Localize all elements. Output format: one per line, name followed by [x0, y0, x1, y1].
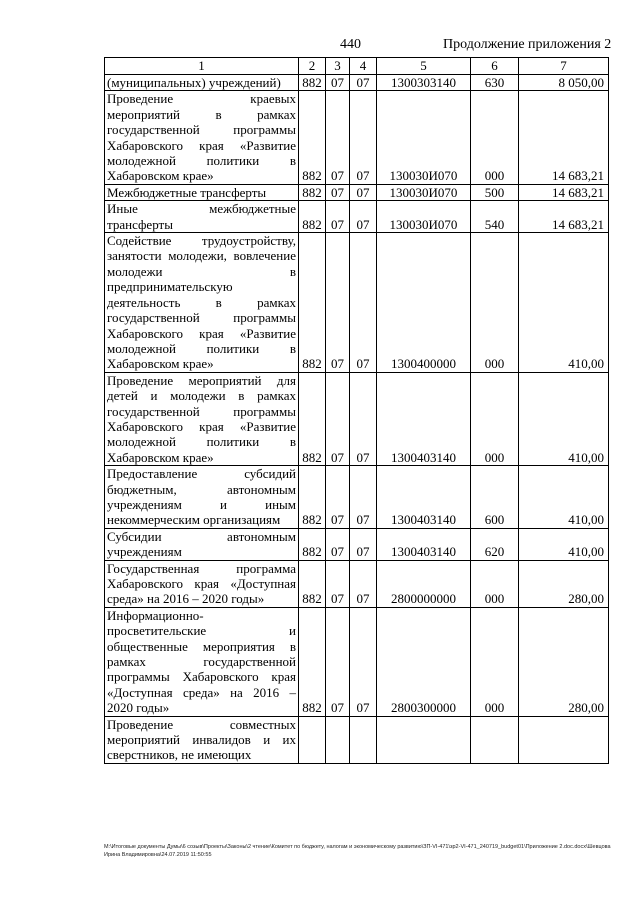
row-value-cell: 882 — [299, 184, 326, 200]
table-row — [105, 466, 609, 529]
row-value-cell: 882 — [299, 75, 326, 91]
row-name-cell: Проведение мероприятий для детей и молодежи в рамках государственной программы Хабаровского края «Развитие молодежной политики в Хабаровском крае» — [105, 372, 299, 465]
row-value-cell: 14 683,21 — [519, 201, 609, 233]
row-value-cell: 1300400000 — [377, 233, 471, 373]
row-value-cell: 882 — [299, 607, 326, 716]
row-value-cell: 130030И070 — [377, 184, 471, 200]
row-value-cell: 882 — [299, 560, 326, 607]
row-value-cell — [519, 716, 609, 763]
row-value-cell: 410,00 — [519, 372, 609, 465]
page-number: 440 — [340, 37, 361, 52]
row-value-cell: 130030И070 — [377, 91, 471, 184]
row-value-cell — [350, 716, 377, 763]
column-header: 2 — [299, 58, 326, 75]
row-value-cell: 07 — [326, 91, 350, 184]
row-name-cell: Субсидии автономным учреждениям — [105, 528, 299, 560]
row-value-cell: 07 — [350, 607, 377, 716]
column-header: 7 — [519, 58, 609, 75]
row-value-cell: 500 — [471, 184, 519, 200]
row-value-cell: 07 — [350, 372, 377, 465]
table-row — [105, 201, 609, 233]
row-value-cell: 07 — [350, 233, 377, 373]
row-value-cell: 07 — [350, 184, 377, 200]
row-value-cell: 882 — [299, 528, 326, 560]
row-value-cell: 07 — [350, 528, 377, 560]
row-value-cell: 000 — [471, 372, 519, 465]
table-row — [105, 233, 609, 373]
row-value-cell: 882 — [299, 201, 326, 233]
row-name-cell: Иные межбюджетные трансферты — [105, 201, 299, 233]
row-value-cell: 07 — [350, 75, 377, 91]
row-name-cell: Информационно-просветительские и общественные мероприятия в рамках государственной программы Хабаровского края «Доступная среда» на 2016 – 2020 годы» — [105, 607, 299, 716]
table-header-row — [105, 58, 609, 75]
table-row — [105, 560, 609, 607]
row-value-cell: 07 — [350, 466, 377, 529]
row-value-cell: 07 — [326, 560, 350, 607]
budget-table — [104, 57, 609, 764]
row-value-cell: 07 — [326, 372, 350, 465]
row-value-cell: 1300403140 — [377, 372, 471, 465]
row-value-cell: 410,00 — [519, 466, 609, 529]
row-value-cell: 1300303140 — [377, 75, 471, 91]
row-value-cell: 000 — [471, 233, 519, 373]
column-header: 5 — [377, 58, 471, 75]
row-value-cell: 000 — [471, 560, 519, 607]
row-value-cell: 07 — [326, 201, 350, 233]
row-value-cell: 07 — [350, 91, 377, 184]
row-value-cell: 000 — [471, 607, 519, 716]
row-value-cell — [299, 716, 326, 763]
table-row — [105, 372, 609, 465]
row-value-cell — [377, 716, 471, 763]
row-value-cell: 1300403140 — [377, 466, 471, 529]
document-path-footer: M:\Итоговые документы Думы\6 созыв\Проекты\Законы\2 чтение\Комитет по бюджету, налогам и экономическому развитию\ЗП-VI-471\зр2-VI-471_240719_budget01\Приложение 2.doc.docx\Шевцова Ирина Владимировна\24.07.2019 11:50:55 — [104, 844, 611, 858]
row-value-cell: 14 683,21 — [519, 184, 609, 200]
table-row — [105, 75, 609, 91]
row-value-cell: 07 — [326, 184, 350, 200]
row-name-cell: (муниципальных) учреждений) — [105, 75, 299, 91]
row-value-cell: 882 — [299, 233, 326, 373]
row-value-cell: 07 — [326, 466, 350, 529]
row-value-cell: 630 — [471, 75, 519, 91]
row-value-cell — [326, 716, 350, 763]
row-value-cell: 14 683,21 — [519, 91, 609, 184]
column-header: 1 — [105, 58, 299, 75]
row-value-cell: 07 — [326, 75, 350, 91]
row-value-cell: 1300403140 — [377, 528, 471, 560]
table-row — [105, 91, 609, 184]
row-value-cell: 000 — [471, 91, 519, 184]
row-value-cell: 2800000000 — [377, 560, 471, 607]
row-value-cell: 130030И070 — [377, 201, 471, 233]
row-name-cell: Предоставление субсидий бюджетным, автономным учреждениям и иным некоммерческим организациям — [105, 466, 299, 529]
table-row — [105, 528, 609, 560]
row-value-cell: 882 — [299, 91, 326, 184]
row-name-cell: Государственная программа Хабаровского края «Доступная среда» на 2016 – 2020 годы» — [105, 560, 299, 607]
row-name-cell: Межбюджетные трансферты — [105, 184, 299, 200]
row-value-cell: 07 — [326, 607, 350, 716]
row-name-cell: Содействие трудоустройству, занятости молодежи, вовлечение молодежи в предпринимательскую деятельность в рамках государственной программы Хабаровского края «Развитие молодежной политики в Хабаровском крае» — [105, 233, 299, 373]
column-header: 3 — [326, 58, 350, 75]
table-row — [105, 716, 609, 763]
row-value-cell: 882 — [299, 372, 326, 465]
continuation-label: Продолжение приложения 2 — [443, 37, 612, 52]
row-value-cell: 280,00 — [519, 560, 609, 607]
row-value-cell: 540 — [471, 201, 519, 233]
column-header: 4 — [350, 58, 377, 75]
column-header: 6 — [471, 58, 519, 75]
row-value-cell: 410,00 — [519, 528, 609, 560]
row-value-cell: 07 — [350, 201, 377, 233]
row-value-cell: 2800300000 — [377, 607, 471, 716]
row-value-cell: 07 — [350, 560, 377, 607]
row-value-cell: 600 — [471, 466, 519, 529]
row-value-cell: 07 — [326, 528, 350, 560]
row-value-cell: 07 — [326, 233, 350, 373]
row-value-cell: 280,00 — [519, 607, 609, 716]
table-row — [105, 184, 609, 200]
row-value-cell: 882 — [299, 466, 326, 529]
row-value-cell — [471, 716, 519, 763]
row-name-cell: Проведение совместных мероприятий инвалидов и их сверстников, не имеющих — [105, 716, 299, 763]
table-row — [105, 607, 609, 716]
row-value-cell: 620 — [471, 528, 519, 560]
row-value-cell: 410,00 — [519, 233, 609, 373]
row-name-cell: Проведение краевых мероприятий в рамках государственной программы Хабаровского края «Развитие молодежной политики в Хабаровском крае» — [105, 91, 299, 184]
row-value-cell: 8 050,00 — [519, 75, 609, 91]
